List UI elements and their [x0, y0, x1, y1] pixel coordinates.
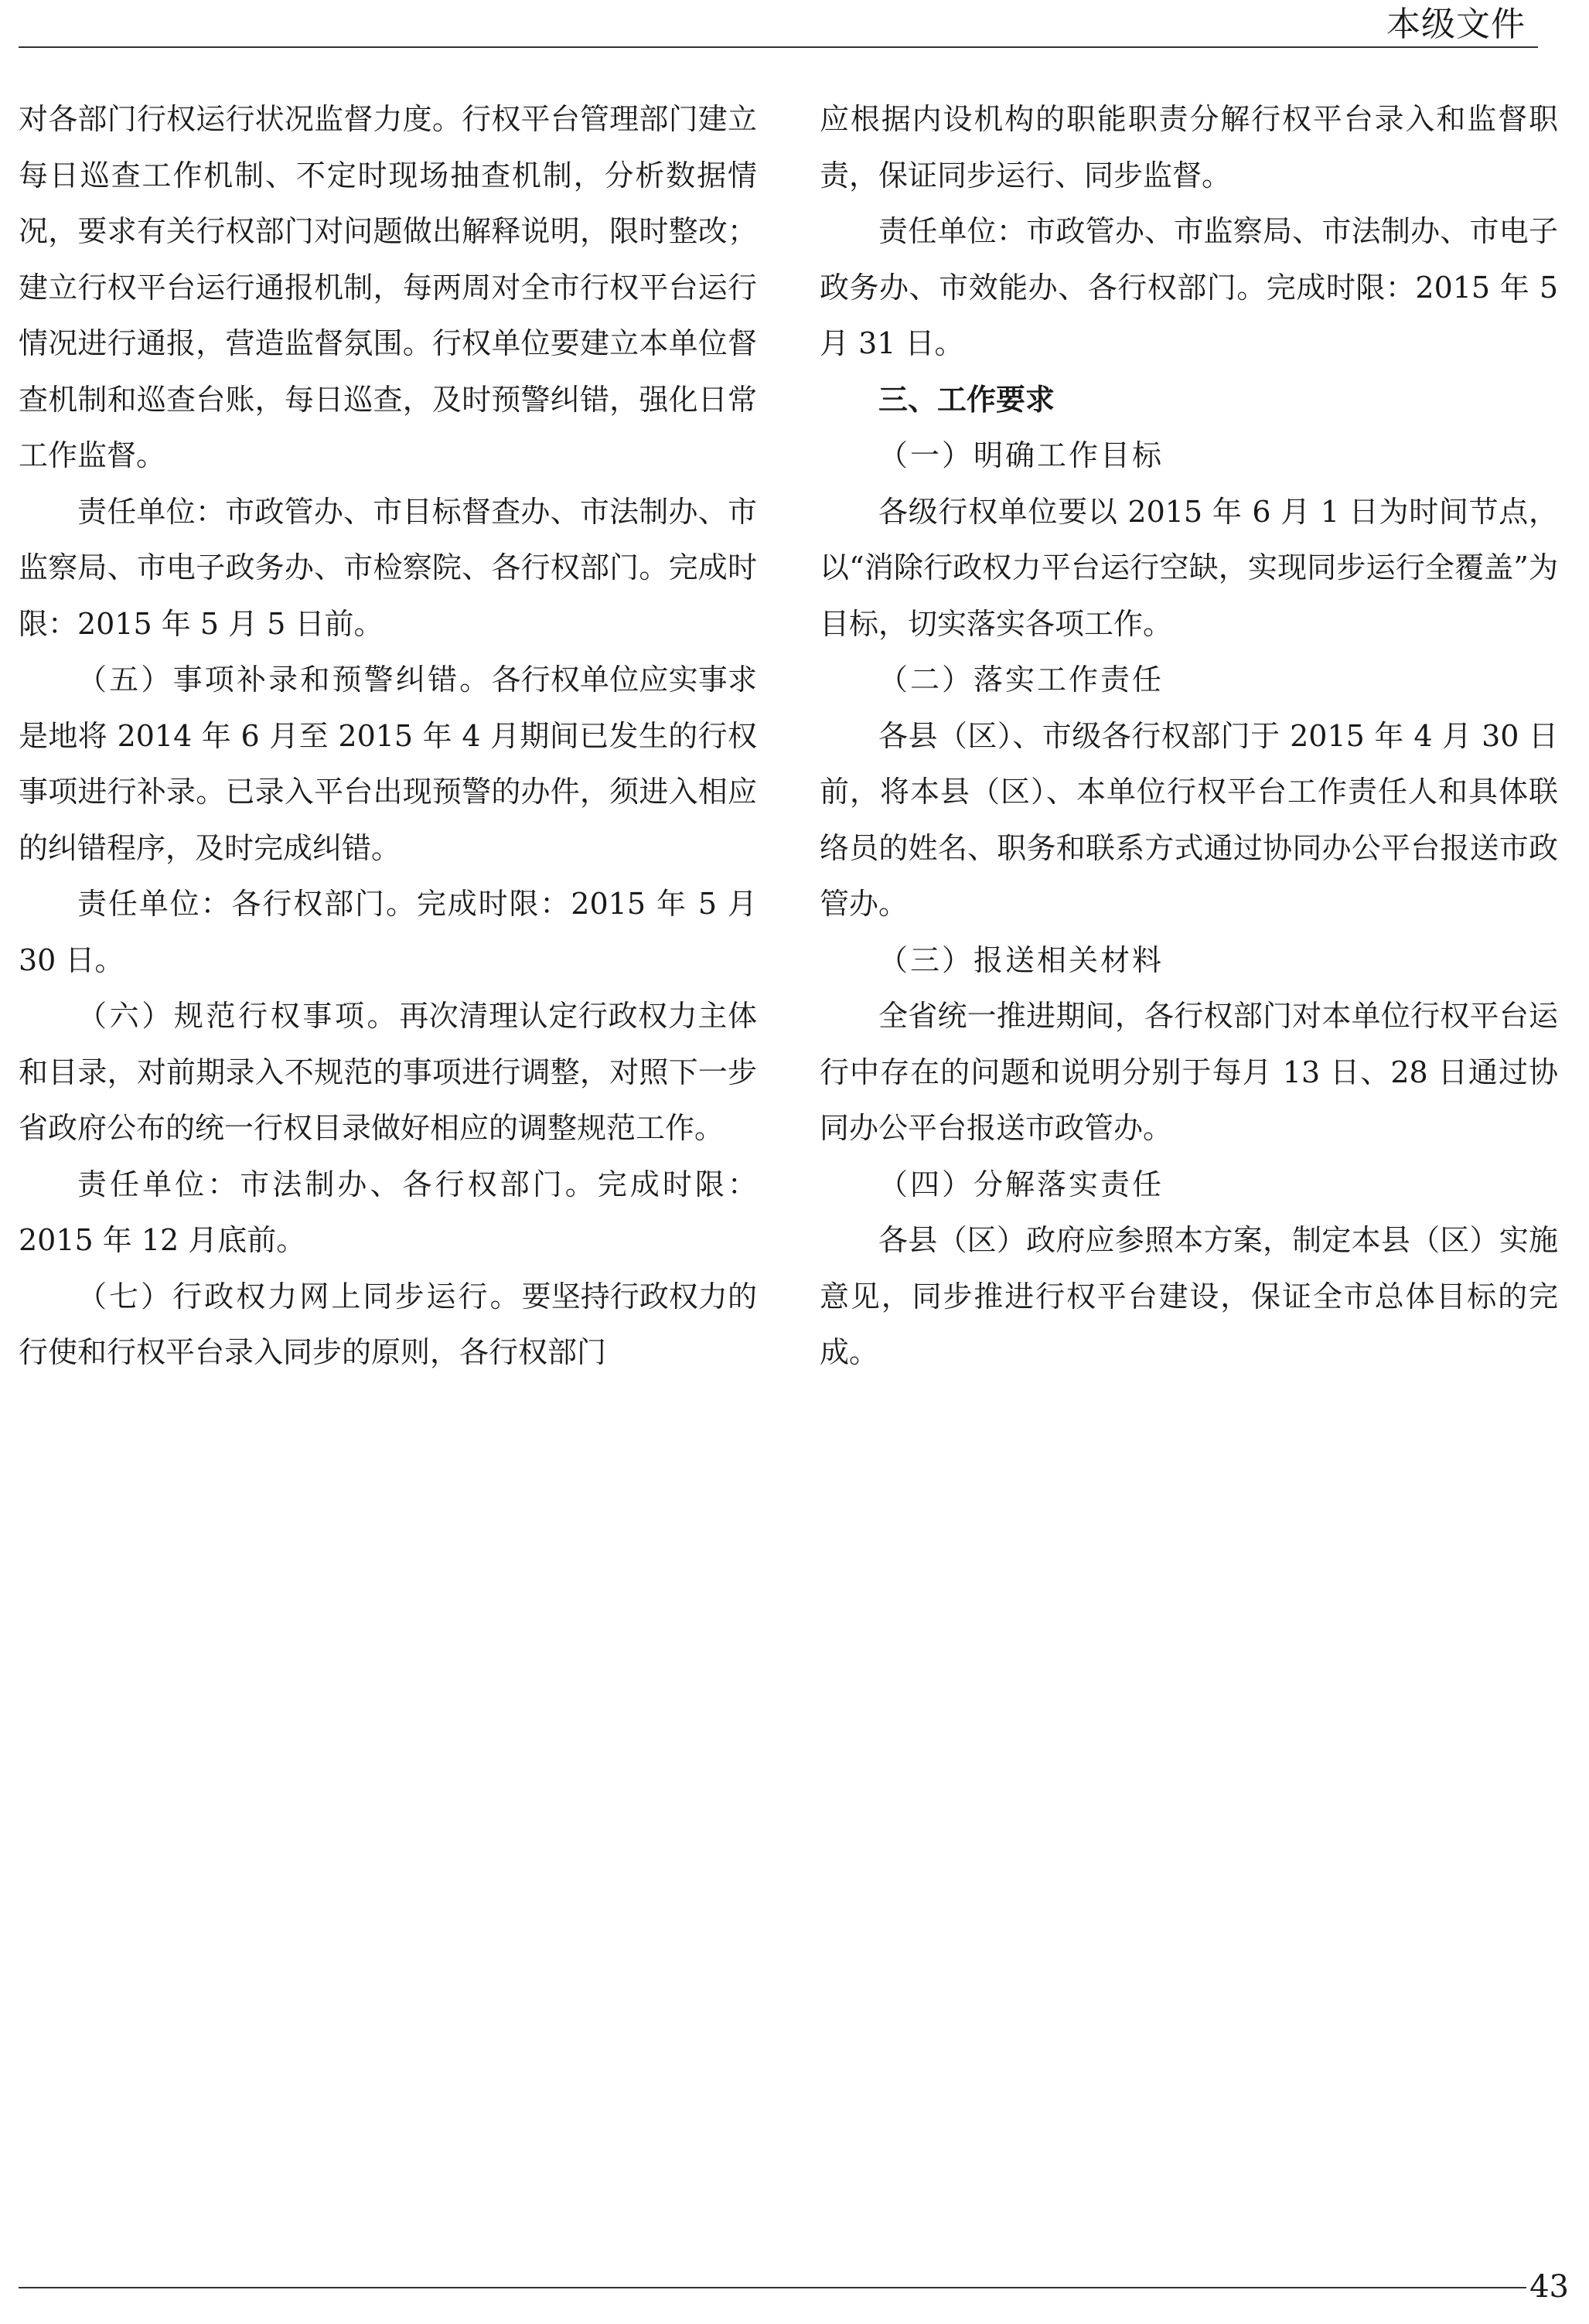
item-heading-seven: （七）行政权力网上同步运行。 [77, 1279, 522, 1314]
subsection-heading: （二）落实工作责任 [878, 663, 1164, 697]
header-rule [19, 46, 1538, 48]
subsection-heading: （三）报送相关材料 [878, 942, 1164, 977]
footer-rule [19, 2287, 1526, 2288]
left-column [19, 91, 757, 1381]
body-paragraph: 全省统一推进期间，各行权部门对本单位行权平台运行中存在的问题和说明分别于每月 13 日、28 日通过协同办公平台报送市政管办。 [820, 999, 1558, 1145]
paragraph-continued: 应根据内设机构的职能职责分解行权平台录入和监督职责，保证同步运行、同步监督。 [820, 102, 1558, 193]
responsibility-paragraph: 责任单位：市政管办、市监察局、市法制办、市电子政务办、市效能办、各行权部门。完成时限：2015 年 5 月 31 日。 [820, 214, 1558, 360]
item-paragraph-seven [19, 1269, 757, 1381]
body-paragraph: 各县（区）政府应参照本方案，制定本县（区）实施意见，同步推进行权平台建设，保证全市总体目标的完成。 [820, 1223, 1558, 1369]
item-body-seven: 要坚持行政权力的行使和行权平台录入同步的原则，各行权部门 [19, 1279, 757, 1369]
section-heading: 三、工作要求 [878, 382, 1055, 417]
item-body-five: 各行权单位应实事求是地将 2014 年 6 月至 2015 年 4 月期间已发生的行权事项进行补录。已录入平台出现预警的办件，须进入相应的纠错程序，及时完成纠错。 [19, 663, 757, 865]
paragraph-continued: 对各部门行权运行状况监督力度。行权平台管理部门建立每日巡查工作机制、不定时现场抽查机制，分析数据情况，要求有关行权部门对问题做出解释说明，限时整改；建立行权平台运行通报机制，每两周对全市行权平台运行情况进行通报，营造监督氛围。行权单位要建立本单位督查机制和巡查台账，每日巡查，及时预警纠错，强化日常工作监督。 [19, 102, 757, 472]
responsibility-paragraph: 责任单位：市政管办、市目标督查办、市法制办、市监察局、市电子政务办、市检察院、各行权部门。完成时限：2015 年 5 月 5 日前。 [19, 494, 757, 641]
right-column [820, 91, 1558, 1381]
responsibility-paragraph: 责任单位：各行权部门。完成时限：2015 年 5 月 30 日。 [19, 887, 757, 977]
section-title: 本级文件 [1386, 5, 1526, 44]
subsection-heading: （一）明确工作目标 [878, 438, 1164, 472]
item-heading-five: （五）事项补录和预警纠错。 [77, 663, 492, 697]
subsection-heading: （四）分解落实责任 [878, 1167, 1164, 1201]
item-paragraph-six [19, 988, 757, 1157]
item-heading-six: （六）规范行权事项。 [77, 999, 400, 1033]
item-paragraph-five [19, 652, 757, 876]
item-body-six: 再次清理认定行政权力主体和目录，对前期录入不规范的事项进行调整，对照下一步省政府公布的统一行权目录做好相应的调整规范工作。 [19, 999, 757, 1145]
body-paragraph: 各县（区）、市级各行权部门于 2015 年 4 月 30 日前，将本县（区）、本单位行权平台工作责任人和具体联络员的姓名、职务和联系方式通过协同办公平台报送市政管办。 [820, 718, 1558, 921]
body-paragraph: 各级行权单位要以 2015 年 6 月 1 日为时间节点，以“消除行政权力平台运行空缺，实现同步运行全覆盖”为目标，切实落实各项工作。 [820, 494, 1558, 641]
responsibility-paragraph: 责任单位：市法制办、各行权部门。完成时限：2015 年 12 月底前。 [19, 1167, 757, 1257]
page-number: 43 [1529, 2269, 1569, 2305]
